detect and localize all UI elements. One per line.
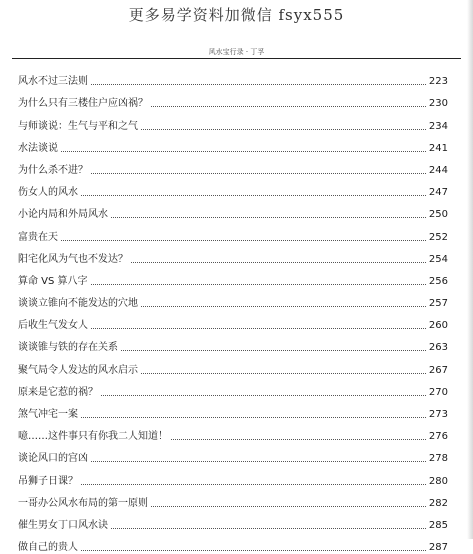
dot-leader [101,395,426,396]
dot-leader [91,328,426,329]
toc-entry[interactable] [18,354,448,376]
toc-entry-title: 后收生气发女人 [18,320,88,332]
toc-entry-title: 富贵在天 [18,231,58,243]
toc-entry[interactable] [18,288,448,310]
dot-leader [151,506,426,507]
toc-entry-title: 噫……这件事只有你我二人知道！ [18,431,168,443]
toc-entry-title: 阳宅化风为气也不发达？ [18,253,128,265]
toc-entry[interactable] [18,266,448,288]
toc-entry-page: 267 [428,364,448,376]
toc-entry-page: 230 [428,98,448,110]
toc-entry[interactable] [18,465,448,487]
toc-entry-title: 谈谈立锥向不能发达的穴地 [18,298,138,310]
toc-entry[interactable] [18,66,448,88]
dot-leader [111,528,426,529]
header-rule [12,58,461,59]
toc-entry-page: 260 [428,320,448,332]
toc-entry[interactable] [18,510,448,532]
toc-entry-title: 伤女人的风水 [18,187,78,199]
toc-entry-page: 223 [428,76,448,88]
toc-entry[interactable] [18,244,448,266]
toc-entry-title: 催生男女丁口风水诀 [18,519,108,531]
toc-entry[interactable] [18,88,448,110]
dot-leader [91,461,426,462]
dot-leader [81,417,426,418]
dot-leader [61,240,426,241]
toc-entry[interactable] [18,133,448,155]
toc-entry[interactable] [18,421,448,443]
toc-entry-page: 278 [428,453,448,465]
toc-entry-title: 谈谈锥与铁的存在关系 [18,342,118,354]
toc-entry[interactable] [18,399,448,421]
dot-leader [121,350,426,351]
toc-entry[interactable] [18,199,448,221]
toc-entry-title: 原来是它惹的祸？ [18,386,98,398]
toc-entry-title: 谈论风口的宫凶 [18,453,88,465]
dot-leader [141,129,426,130]
toc-entry-page: 285 [428,519,448,531]
toc-entry-page: 282 [428,497,448,509]
toc-entry[interactable] [18,532,448,554]
top-banner: 更多易学资料加微信 fsyx555 [128,6,345,24]
dot-leader [141,306,426,307]
dot-leader [111,217,426,218]
toc-entry-title: 水法谈说 [18,142,58,154]
dot-leader [131,262,426,263]
dot-leader [61,151,426,152]
dot-leader [151,106,426,107]
toc-entry-title: 煞气冲宅一案 [18,409,78,420]
toc-entry-page: 257 [428,298,448,310]
toc-entry[interactable] [18,221,448,243]
toc-entry-title: 为什么杀不进？ [18,164,88,176]
toc-entry-page: 250 [428,209,448,221]
table-of-contents [18,66,448,554]
toc-entry-page: 270 [428,386,448,398]
toc-entry-title: 小论内局和外局风水 [18,209,108,221]
toc-entry[interactable] [18,377,448,399]
toc-entry-page: 263 [428,342,448,354]
toc-entry[interactable] [18,310,448,332]
toc-entry[interactable] [18,177,448,199]
toc-entry-page: 241 [428,142,448,154]
toc-entry-page: 273 [428,409,448,420]
toc-entry-page: 256 [428,275,448,287]
toc-entry[interactable] [18,110,448,132]
toc-entry[interactable] [18,488,448,510]
toc-entry-title: 风水不过三法则 [18,76,88,88]
toc-entry-page: 244 [428,164,448,176]
toc-entry-title: 一哥办公风水布局的第一原则 [18,497,148,509]
toc-entry-page: 254 [428,253,448,265]
toc-entry[interactable] [18,443,448,465]
dot-leader [91,284,426,285]
toc-entry-title: 吊狮子日课？ [18,475,78,487]
dot-leader [91,84,426,85]
toc-entry-title: 为什么只有三楼住户应凶祸？ [18,98,148,110]
toc-entry-page: 280 [428,475,448,487]
toc-entry-page: 234 [428,120,448,132]
running-head: 风水宝行录 · 丁孚 [208,48,265,56]
dot-leader [81,550,426,551]
toc-entry-page: 276 [428,431,448,443]
toc-entry-title: 做自己的贵人 [18,542,78,554]
toc-entry-title: 聚气局令人发达的风水启示 [18,364,138,376]
dot-leader [91,173,426,174]
dot-leader [81,195,426,196]
dot-leader [141,373,426,374]
toc-entry-page: 247 [428,187,448,199]
toc-entry-title: 与师谈说：生气与平和之气 [18,120,138,132]
page-edge-shadow [467,0,473,539]
toc-entry[interactable] [18,332,448,354]
toc-entry-page: 287 [428,542,448,554]
toc-entry-page: 252 [428,231,448,243]
toc-entry[interactable] [18,155,448,177]
dot-leader [81,484,426,485]
toc-entry-title: 算命 VS 算八字 [18,275,88,287]
dot-leader [171,439,426,440]
